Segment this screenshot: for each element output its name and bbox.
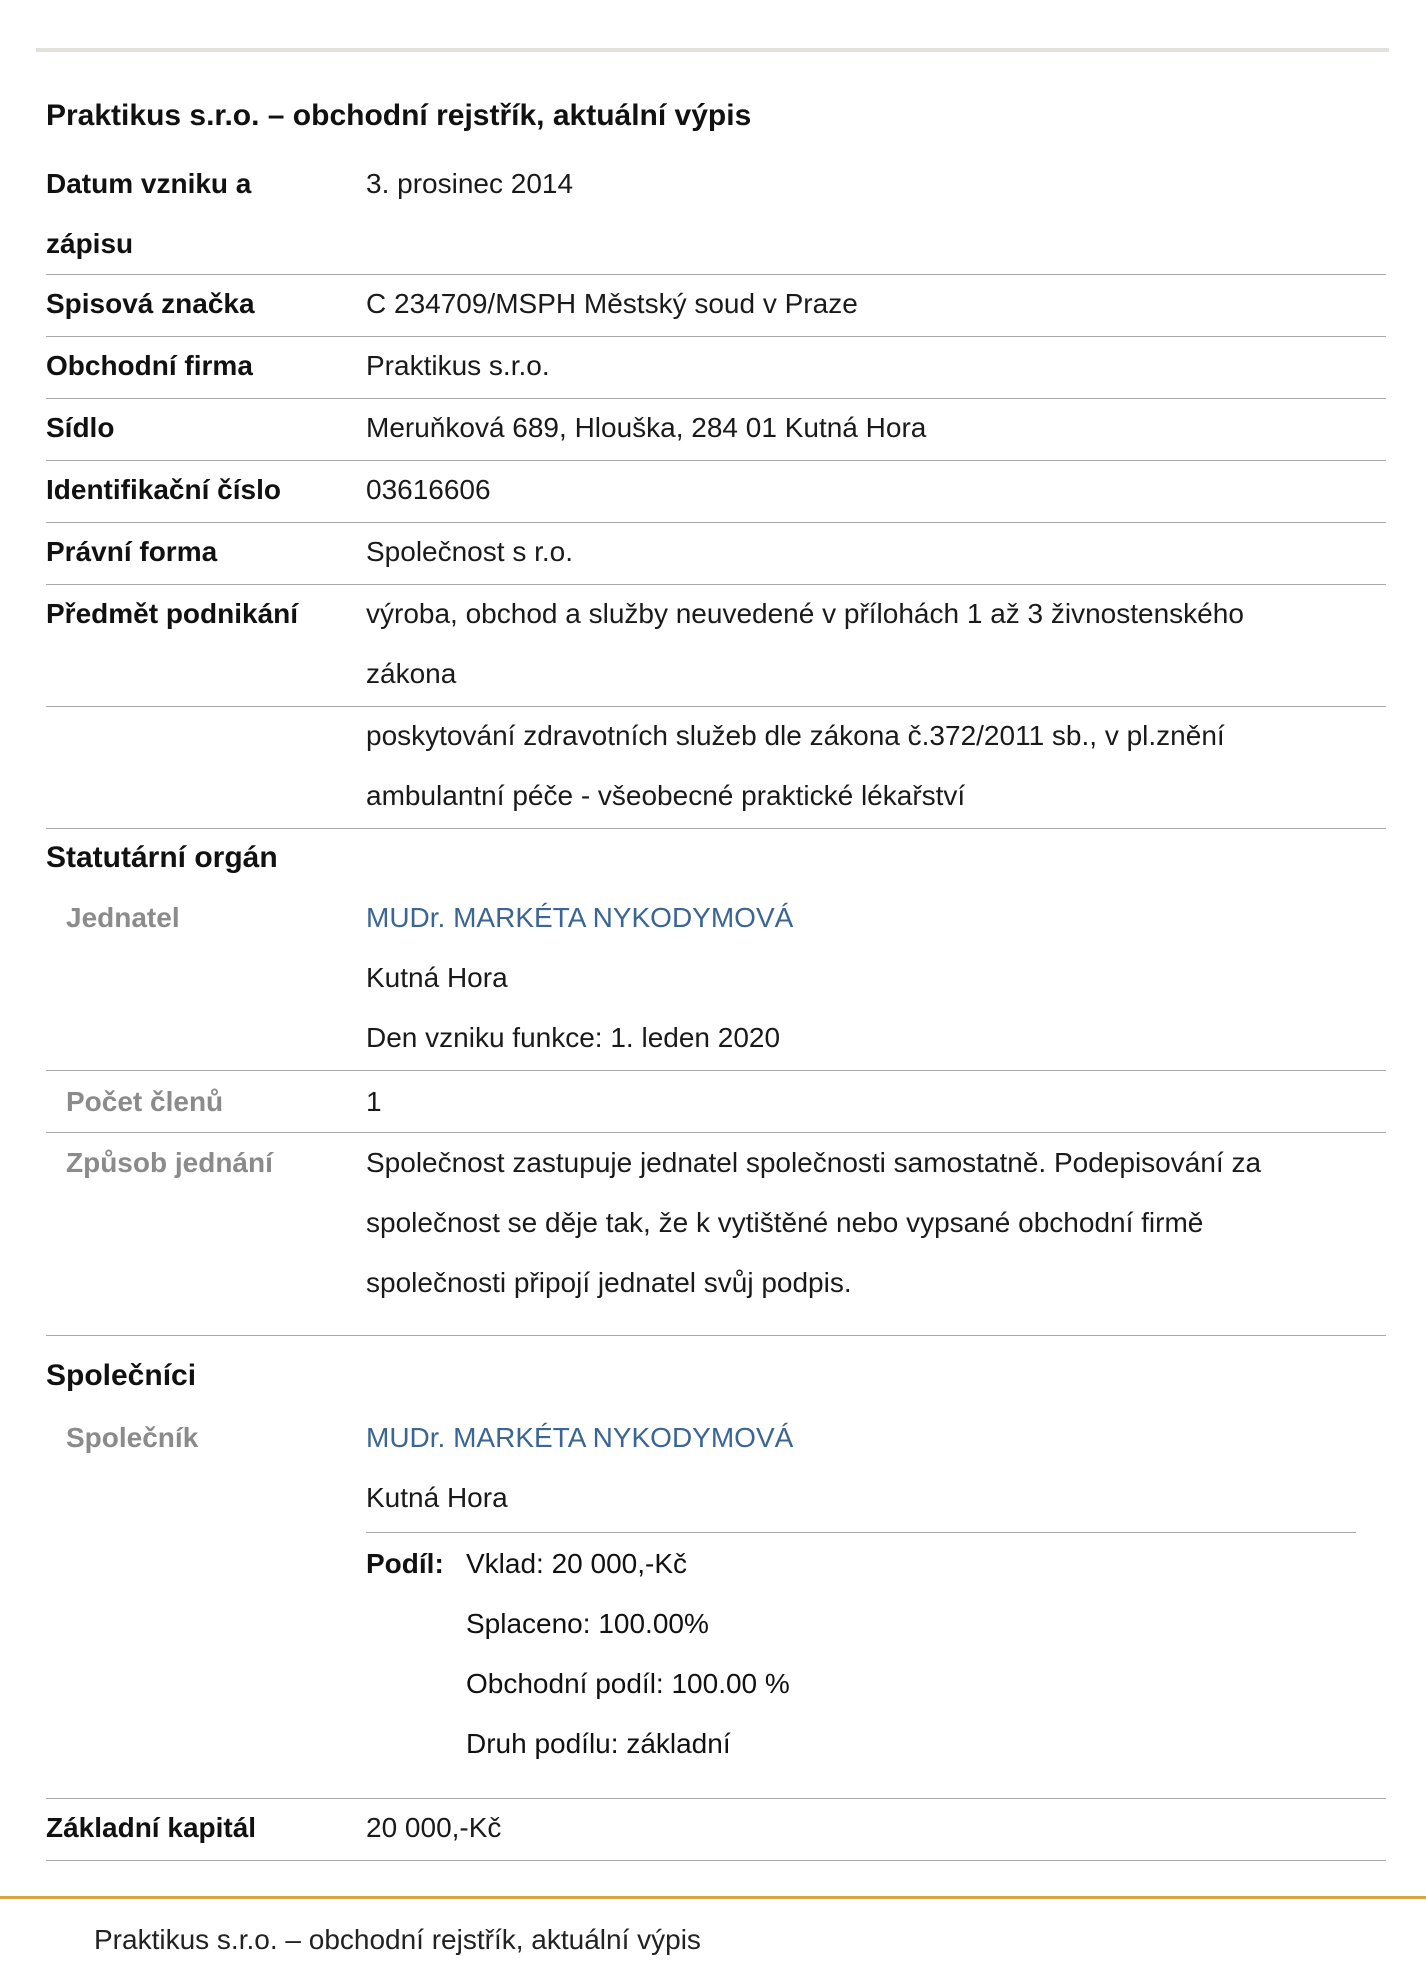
record-value-line: poskytování zdravotních služeb dle zákona č.372/2011 sb., v pl.znění [366, 720, 1225, 751]
partner-city: Kutná Hora [366, 1482, 508, 1513]
record-label: Způsob jednání [66, 1147, 273, 1178]
record-row-founding-date [46, 154, 1386, 275]
record-label: Počet členů [66, 1086, 224, 1117]
record-label [46, 154, 251, 274]
record-value: Společnost s r.o. [366, 536, 574, 567]
share-type: Druh podílu: základní [466, 1728, 731, 1759]
record-value [366, 584, 1366, 704]
footer-title: Praktikus s.r.o. – obchodní rejstřík, aktuální výpis [94, 1924, 701, 1955]
record-value: 03616606 [366, 474, 491, 505]
section-heading-statutory: Statutární orgán [46, 841, 278, 874]
director-city: Kutná Hora [366, 962, 508, 993]
record-row-partner [46, 1408, 1386, 1799]
record-row-business-activity [46, 584, 1386, 707]
record-row-capital [46, 1798, 1386, 1861]
record-value [366, 706, 1366, 826]
record-value-line: společnost se děje tak, že k vytištěné nebo vypsané obchodní firmě [366, 1207, 1204, 1238]
record-value-line: Společnost zastupuje jednatel společnosti samostatně. Podepisování za [366, 1147, 1262, 1178]
record-value: 1 [366, 1086, 382, 1117]
record-value-line: zákona [366, 658, 457, 689]
record-row-member-count [46, 1070, 1386, 1132]
record-label: Právní forma [46, 536, 218, 567]
record-row-file-number [46, 274, 1386, 337]
share-deposit: Vklad: 20 000,-Kč [466, 1548, 688, 1579]
share-paid: Splaceno: 100.00% [466, 1608, 709, 1639]
record-row-company-id [46, 460, 1386, 523]
share-values [466, 1534, 790, 1774]
record-row-company-name [46, 336, 1386, 399]
share-business-share: Obchodní podíl: 100.00 % [466, 1668, 790, 1699]
footer-rule [0, 1896, 1426, 1899]
record-label-line-2: zápisu [46, 228, 134, 259]
share-divider [366, 1532, 1356, 1533]
director-name-link[interactable]: MUDr. MARKÉTA NYKODYMOVÁ [366, 902, 794, 933]
record-value-line: výroba, obchod a služby neuvedené v přílohách 1 až 3 živnostenského [366, 598, 1244, 629]
record-label: Obchodní firma [46, 350, 253, 381]
record-label: Společník [66, 1422, 199, 1453]
record-value: 20 000,-Kč [366, 1812, 502, 1843]
record-value: C 234709/MSPH Městský soud v Praze [366, 288, 858, 319]
record-value [366, 1133, 1366, 1313]
record-label: Sídlo [46, 412, 115, 443]
record-value-line: ambulantní péče - všeobecné praktické lékařství [366, 780, 966, 811]
partner-name-link[interactable]: MUDr. MARKÉTA NYKODYMOVÁ [366, 1422, 794, 1453]
record-row-acting-method [46, 1132, 1386, 1336]
section-heading-partners: Společníci [46, 1359, 197, 1392]
top-rule [36, 48, 1389, 52]
record-label: Spisová značka [46, 288, 255, 319]
record-row-seat [46, 398, 1386, 461]
director-since: Den vzniku funkce: 1. leden 2020 [366, 1022, 781, 1053]
record-value-line: společnosti připojí jednatel svůj podpis. [366, 1267, 852, 1298]
record-row-director [46, 888, 1386, 1071]
record-label: Jednatel [66, 902, 180, 933]
record-value [366, 1408, 1366, 1528]
page-title: Praktikus s.r.o. – obchodní rejstřík, aktuální výpis [46, 99, 752, 132]
record-row-business-activity-2 [46, 706, 1386, 829]
record-value [366, 888, 1366, 1068]
record-label: Předmět podnikání [46, 598, 299, 629]
record-label-line-1: Datum vzniku a [46, 168, 252, 199]
record-label: Identifikační číslo [46, 474, 281, 505]
record-row-legal-form [46, 522, 1386, 585]
share-label: Podíl: [366, 1548, 444, 1579]
record-label: Základní kapitál [46, 1812, 257, 1843]
record-value: 3. prosinec 2014 [366, 168, 574, 199]
record-value: Meruňková 689, Hlouška, 284 01 Kutná Hora [366, 412, 927, 443]
record-value: Praktikus s.r.o. [366, 350, 550, 381]
